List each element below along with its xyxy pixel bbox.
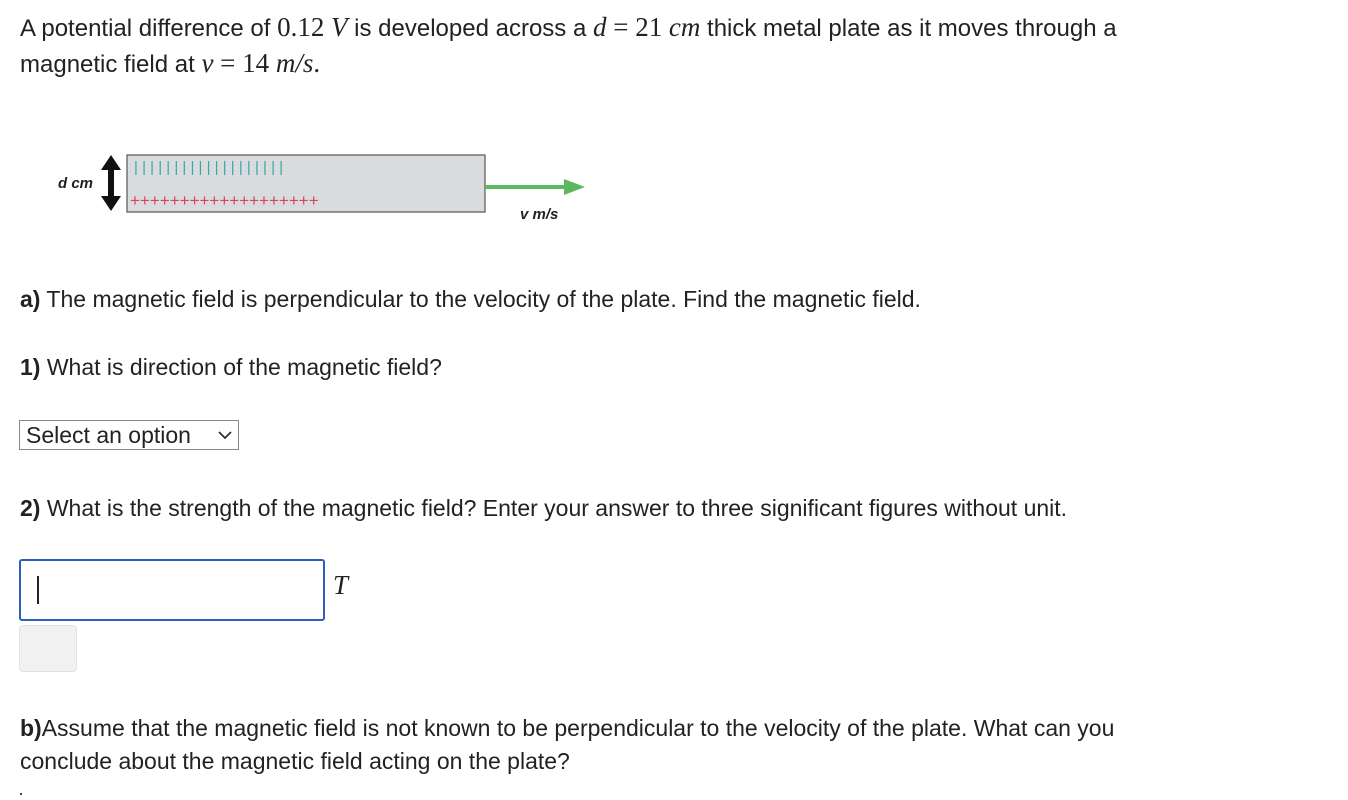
intro-text: A potential difference of: [20, 15, 278, 42]
direction-select-value: Select an option: [26, 422, 191, 448]
equals-sign: =: [606, 12, 636, 42]
v-value: 14: [242, 48, 270, 78]
stray-dot: [20, 793, 22, 795]
problem-statement: [20, 10, 1320, 82]
text-caret: [37, 576, 39, 604]
intro-period: .: [313, 48, 321, 78]
voltage-value: 0.12: [277, 12, 325, 42]
part-b-text: conclude about the magnetic field acting on the plate?: [20, 748, 570, 774]
intro-text: is developed across a: [347, 15, 593, 42]
magnetic-field-answer-input[interactable]: [19, 559, 325, 621]
part-a-label: a): [20, 286, 41, 312]
chevron-down-icon: [218, 428, 232, 442]
question-2-prompt: [20, 492, 1067, 525]
positive-charge-marks: +++++++++++++++++++: [130, 191, 319, 210]
part-a-text: The magnetic field is perpendicular to the velocity of the plate. Find the magnetic field.: [40, 286, 921, 312]
d-symbol: d: [592, 12, 607, 42]
question-2-label: 2): [20, 495, 41, 521]
negative-charge-marks: | | | | | | | | | | | | | | | | | | |: [134, 159, 284, 176]
equals-sign: =: [213, 48, 243, 78]
d-value: 21: [635, 12, 663, 42]
question-2-text: What is the strength of the magnetic field? Enter your answer to three significant figures without unit.: [40, 495, 1068, 521]
direction-select[interactable]: [19, 420, 239, 450]
v-symbol: v: [201, 48, 214, 78]
part-b-text: Assume that the magnetic field is not known to be perpendicular to the velocity of the plate. What can you: [41, 715, 1115, 741]
intro-text: thick metal plate as it moves through a: [700, 15, 1117, 42]
thickness-label: d cm: [58, 175, 94, 192]
question-1-label: 1): [20, 354, 41, 380]
velocity-arrow-icon: [485, 179, 585, 195]
question-1-prompt: [20, 351, 442, 384]
question-1-text: What is direction of the magnetic field?: [40, 354, 442, 380]
thickness-double-arrow-icon: [101, 155, 121, 211]
part-b-prompt: [20, 712, 1114, 778]
d-unit: cm: [668, 12, 701, 42]
submit-answer-button[interactable]: [19, 625, 77, 672]
voltage-unit: V: [331, 12, 348, 42]
part-b-label: b): [20, 715, 42, 741]
tesla-unit: T: [333, 570, 349, 600]
v-unit: m/s: [275, 48, 314, 78]
velocity-label: v m/s: [520, 206, 559, 223]
intro-text: magnetic field at: [20, 51, 202, 78]
part-a-prompt: [20, 283, 921, 316]
plate-diagram: [50, 150, 610, 230]
